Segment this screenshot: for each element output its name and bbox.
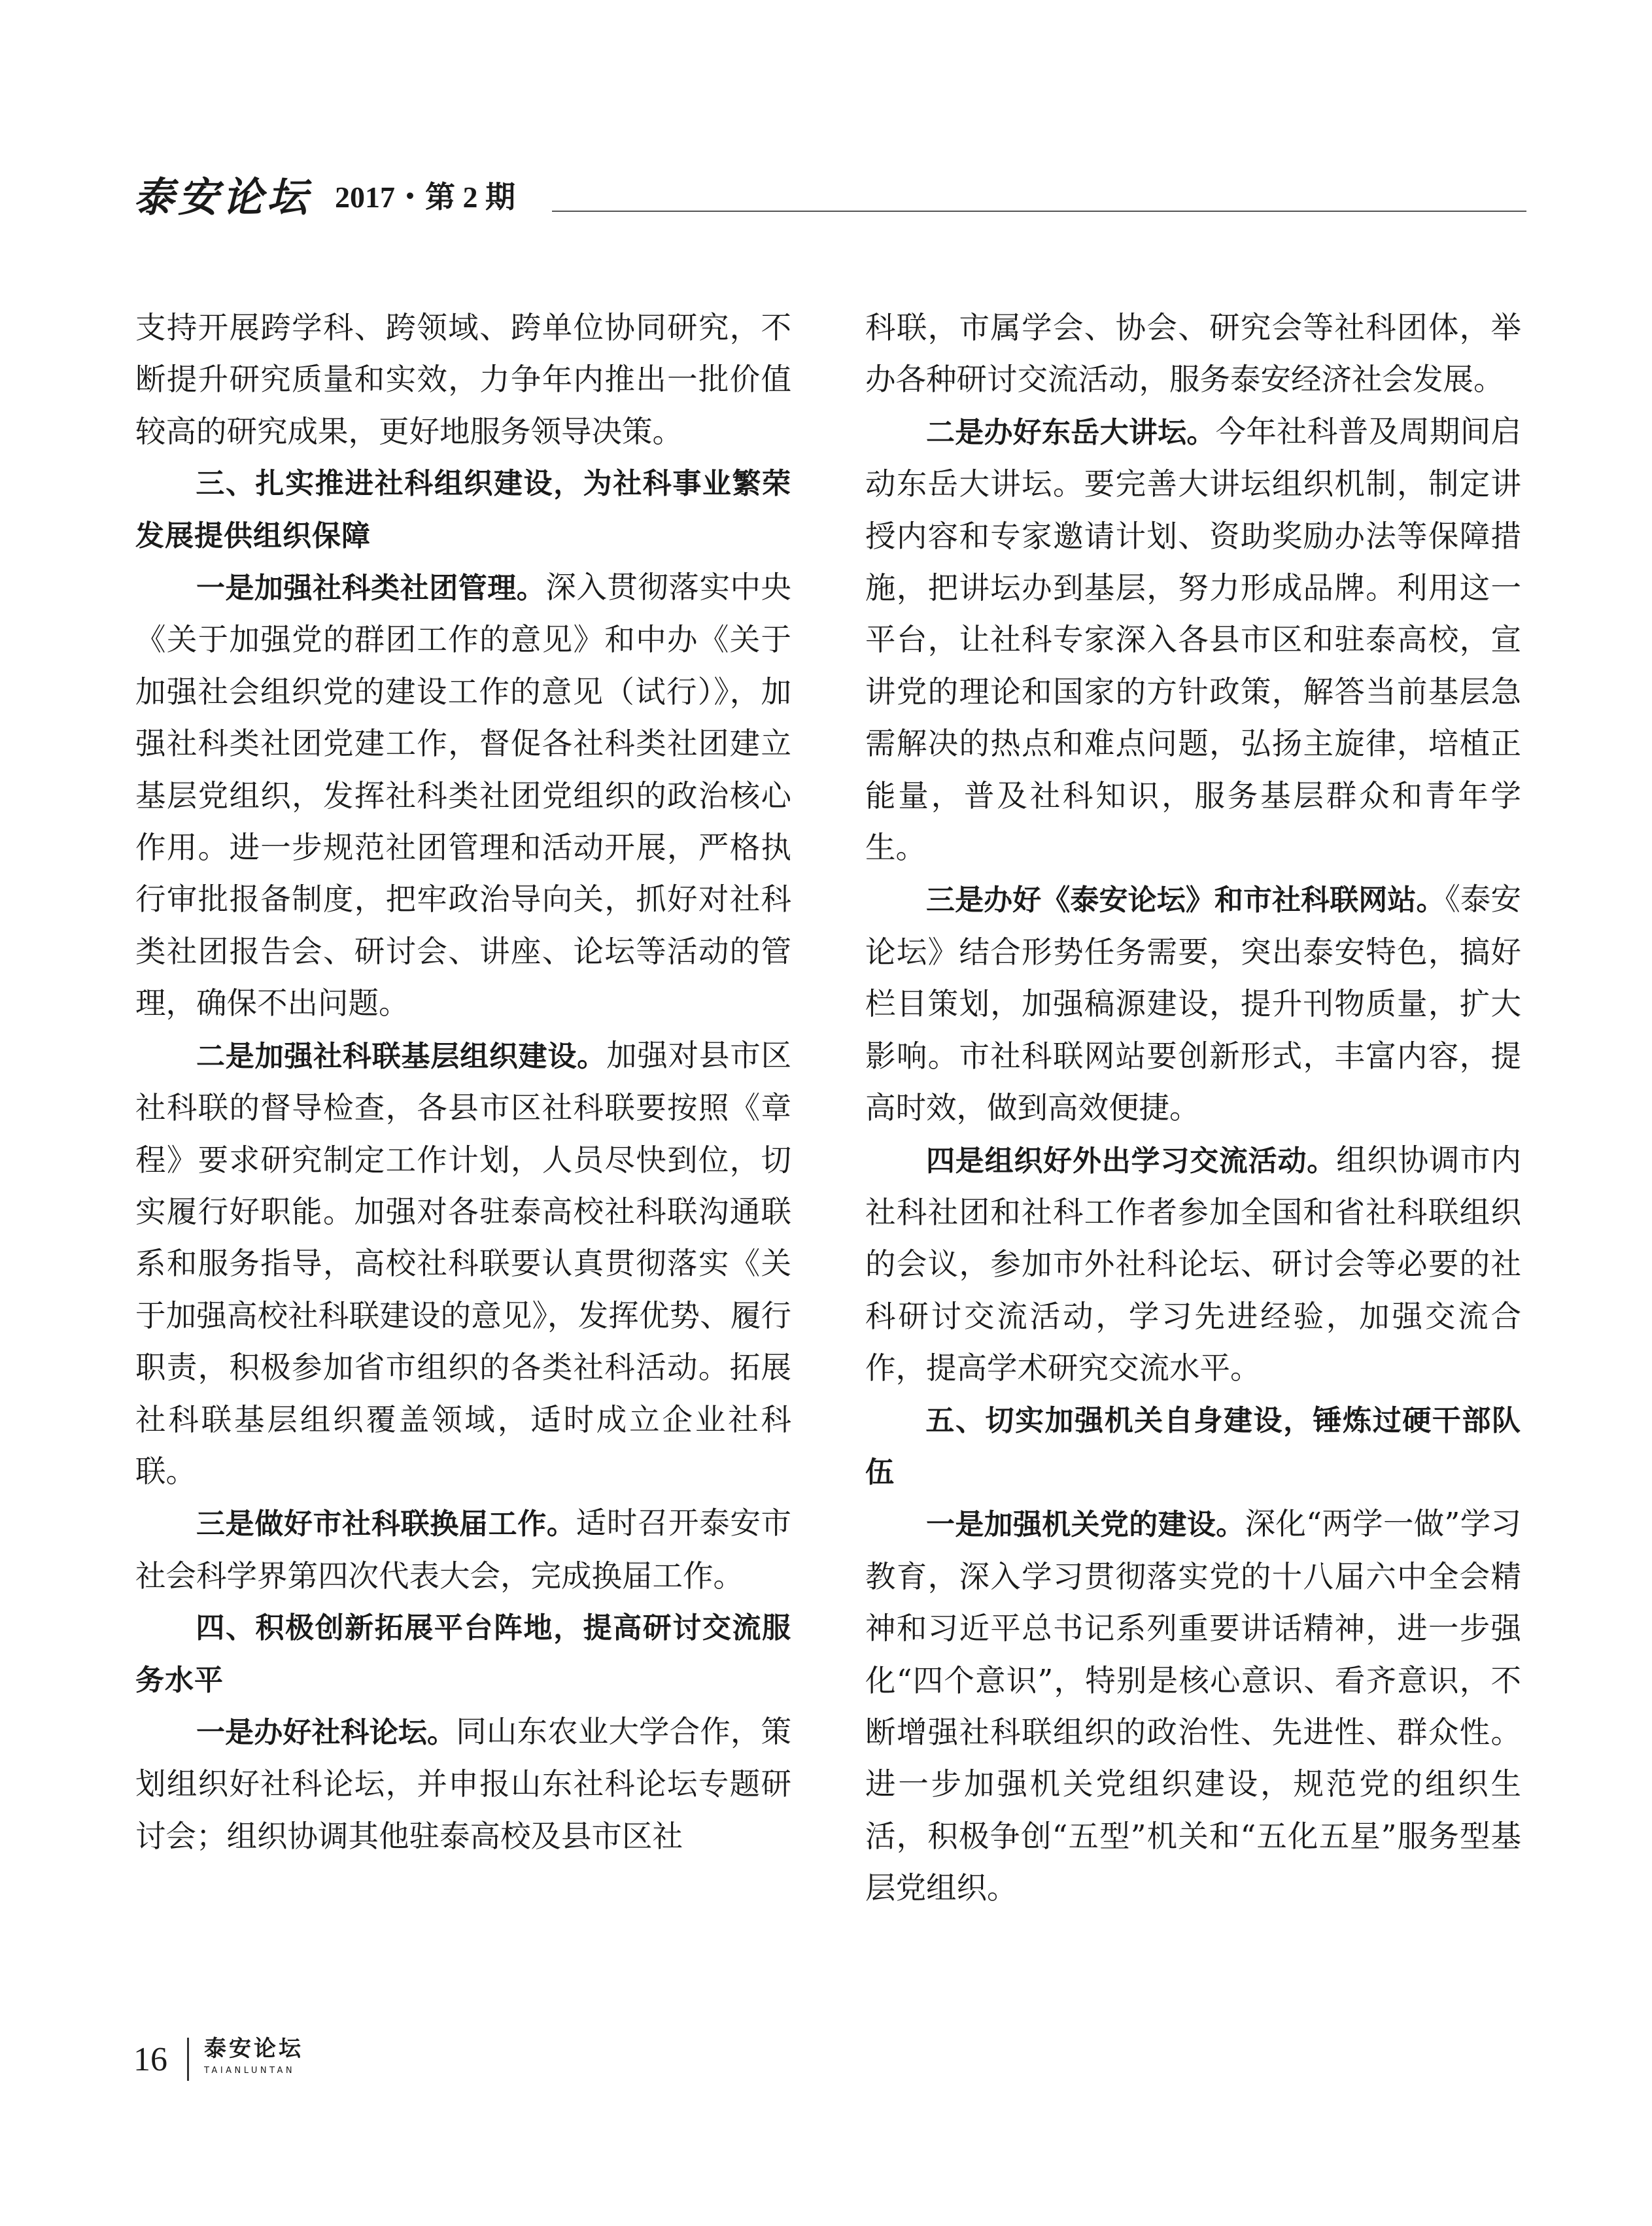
section-heading: 五、切实加强机关自身建设，锤炼过硬干部队伍 bbox=[865, 1403, 1521, 1489]
footer-divider bbox=[187, 2038, 189, 2081]
paragraph-text: 科联，市属学会、协会、研究会等社科团体，举办各种研讨交流活动，服务泰安经济社会发展。 bbox=[865, 310, 1521, 398]
paragraph-lead: 三是办好《泰安论坛》和市社科联网站。 bbox=[926, 883, 1445, 917]
left-column bbox=[135, 302, 791, 1862]
paragraph bbox=[865, 874, 1521, 1134]
page-footer bbox=[133, 2034, 591, 2093]
paragraph bbox=[135, 1030, 791, 1498]
paragraph bbox=[865, 1135, 1521, 1395]
issue-label: 2017・第 2 期 bbox=[335, 180, 515, 214]
journal-logo: 泰安论坛 bbox=[133, 173, 312, 221]
paragraph-text: 深入贯彻落实中央《关于加强党的群团工作的意见》和中办《关于加强社会组织党的建设工作的意见（试行）》，加强社科类社团党建工作，督促各社科类社团建立基层党组织，发挥社科类社团党组织的政治核心作用。进一步规范社团管理和活动开展，严格执行审批报备制度，把牢政治导向关，抓好对社科类社团报告会、研讨会、讲座、论坛等活动的管理，确保不出问题。 bbox=[135, 570, 792, 1021]
paragraph-lead: 一是加强机关党的建设。 bbox=[926, 1508, 1245, 1542]
right-column bbox=[865, 302, 1521, 1915]
paragraph-text: 适时召开泰安市社会科学界第四次代表大会，完成换届工作。 bbox=[135, 1505, 792, 1594]
paragraph-lead: 二是加强社科联基层组织建设。 bbox=[196, 1039, 607, 1073]
paragraph bbox=[135, 1498, 791, 1602]
paragraph-lead: 一是加强社科类社团管理。 bbox=[196, 572, 546, 606]
paragraph-text: 支持开展跨学科、跨领域、跨单位协同研究，不断提升研究质量和实效，力争年内推出一批价值较高的研究成果，更好地服务领导决策。 bbox=[135, 310, 791, 449]
paragraph bbox=[865, 302, 1521, 406]
section-heading: 四、积极创新拓展平台阵地，提高研讨交流服务水平 bbox=[135, 1611, 791, 1697]
paragraph-text: 同山东农业大学合作，策划组织好社科论坛，并申报山东社科论坛专题研讨会；组织协调其他驻泰高校及县市区社 bbox=[135, 1713, 792, 1854]
paragraph-text: 加强对县市区社科联的督导检查，各县市区社科联要按照《章程》要求研究制定工作计划，人员尽快到位，切实履行好职能。加强对各驻泰高校社科联沟通联系和服务指导，高校社科联要认真贯彻落实《关于加强高校社科联建设的意见》，发挥优势、履行职责，积极参加省市组织的各类社科活动。拓展社科联基层组织覆盖领域，适时成立企业社科联。 bbox=[135, 1037, 792, 1489]
paragraph bbox=[865, 406, 1521, 874]
paragraph-text: 组织协调市内社科社团和社科工作者参加全国和省社科联组织的会议，参加市外社科论坛、研讨会等必要的社科研讨交流活动，学习先进经验，加强交流合作，提高学术研究交流水平。 bbox=[865, 1142, 1522, 1386]
footer-brand: 泰安论坛 bbox=[204, 2036, 303, 2062]
paragraph-lead: 三是做好市社科联换届工作。 bbox=[196, 1507, 576, 1541]
paragraph bbox=[865, 1498, 1521, 1914]
footer-brand-sub: TAIANLUNTAN bbox=[204, 2066, 296, 2076]
paragraph-lead: 四是组织好外出学习交流活动。 bbox=[926, 1144, 1337, 1178]
page-number: 16 bbox=[133, 2041, 167, 2078]
paragraph bbox=[135, 302, 791, 458]
paragraph-lead: 一是办好社科论坛。 bbox=[196, 1715, 456, 1749]
paragraph bbox=[135, 562, 791, 1030]
paragraph bbox=[135, 1706, 791, 1862]
page-header bbox=[133, 171, 1526, 224]
paragraph-lead: 二是办好东岳大讲坛。 bbox=[926, 415, 1216, 449]
paragraph-text: 《泰安论坛》结合形势任务需要，突出泰安特色，搞好栏目策划，加强稿源建设，提升刊物质量，扩大影响。市社科联网站要创新形式，丰富内容，提高时效，做到高效便捷。 bbox=[865, 882, 1522, 1126]
header-rule bbox=[552, 211, 1526, 212]
paragraph-text: 深化“两学一做”学习教育，深入学习贯彻落实党的十八届六中全会精神和习近平总书记系列重要讲话精神，进一步强化“四个意识”，特别是核心意识、看齐意识，不断增强社科联组织的政治性、先进性、群众性。进一步加强机关党组织建设，规范党的组织生活，积极争创“五型”机关和“五化五星”服务型基层党组织。 bbox=[865, 1506, 1522, 1906]
section-heading: 三、扎实推进社科组织建设，为社科事业繁荣发展提供组织保障 bbox=[135, 467, 791, 553]
paragraph-text: 今年社科普及周期间启动东岳大讲坛。要完善大讲坛组织机制，制定讲授内容和专家邀请计划、资助奖励办法等保障措施，把讲坛办到基层，努力形成品牌。利用这一平台，让社科专家深入各县市区和驻泰高校，宣讲党的理论和国家的方针政策，解答当前基层急需解决的热点和难点问题，弘扬主旋律，培植正能量，普及社科知识，服务基层群众和青年学生。 bbox=[865, 413, 1522, 866]
